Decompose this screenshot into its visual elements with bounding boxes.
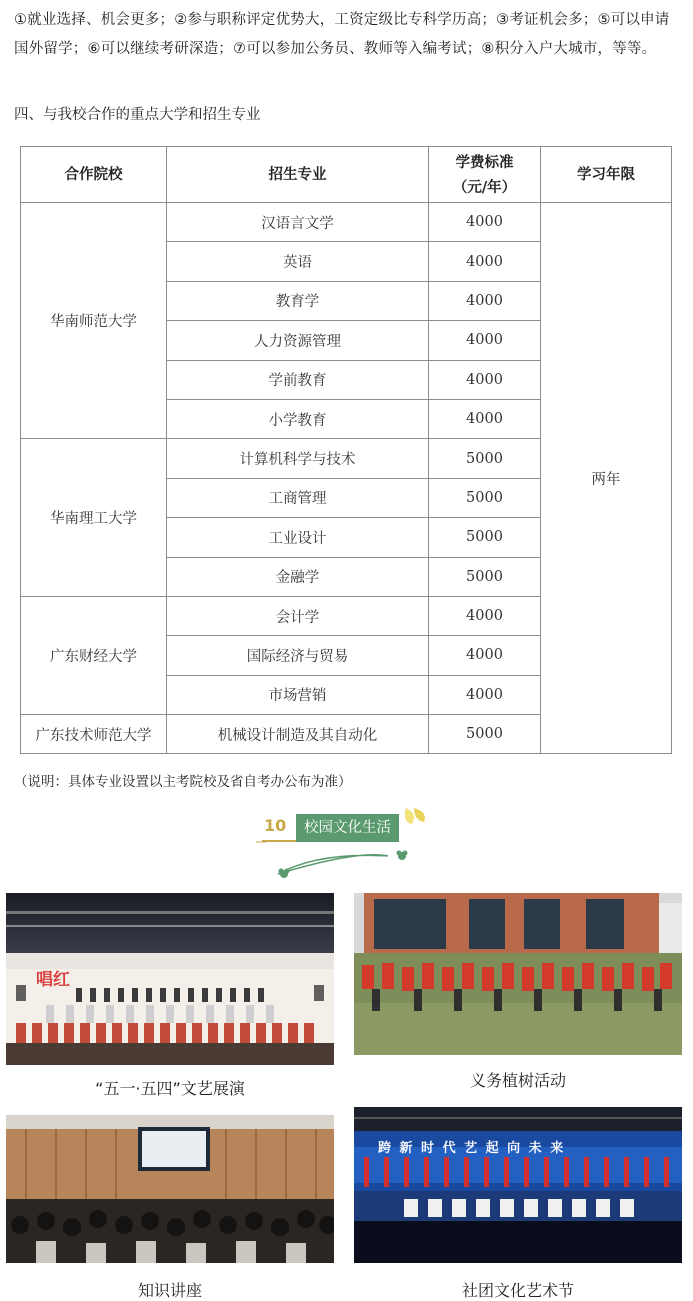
photo-lecture [6, 1115, 334, 1263]
stage-banner-text: 唱红 [36, 970, 70, 990]
badge-title: 校园文化生活 [296, 814, 399, 842]
table-header-row [21, 147, 672, 203]
caption-arts-festival: 社团文化艺术节 [461, 1281, 574, 1300]
caption-tree-planting: 义务植树活动 [469, 1071, 566, 1090]
fee-cell: 5000 [429, 439, 541, 478]
major-cell: 小学教育 [167, 399, 429, 438]
major-cell: 计算机科学与技术 [167, 439, 429, 478]
years-cell: 两年 [541, 203, 672, 754]
school-cell: 华南理工大学 [21, 439, 167, 597]
major-cell: 金融学 [167, 557, 429, 596]
fee-cell: 4000 [429, 321, 541, 360]
major-cell: 人力资源管理 [167, 321, 429, 360]
fee-cell: 4000 [429, 281, 541, 320]
major-cell: 教育学 [167, 281, 429, 320]
intro-paragraph: ①就业选择、机会更多；②参与职称评定优势大，工资定级比专科学历高；③考证机会多；⑤可以申请国外留学；⑥可以继续考研深造；⑦可以参加公务员、教师等入编考试；⑧积分入户大城市，等等。 [14, 12, 670, 57]
section-heading: 四、与我校合作的重点大学和招生专业 [14, 107, 261, 123]
tree-planting-image [354, 893, 682, 1055]
badge-number: 10 [264, 816, 287, 835]
fee-cell: 4000 [429, 399, 541, 438]
fee-cell: 5000 [429, 557, 541, 596]
school-cell: 广东技术师范大学 [21, 715, 167, 754]
header-years: 学习年限 [541, 147, 672, 203]
header-fee [429, 147, 541, 203]
major-cell: 会计学 [167, 596, 429, 635]
fee-cell: 4000 [429, 242, 541, 281]
header-fee-line2: （元/年） [452, 178, 517, 196]
photo-performance [6, 893, 334, 1065]
major-cell: 学前教育 [167, 360, 429, 399]
major-cell: 汉语言文学 [167, 203, 429, 242]
header-school: 合作院校 [21, 147, 167, 203]
fee-cell: 4000 [429, 203, 541, 242]
arts-festival-image [354, 1107, 682, 1263]
festival-banner-text: 跨 新 时 代 艺 起 向 未 来 [378, 1141, 566, 1156]
caption-performance: “五一·五四”文艺展演 [95, 1079, 245, 1098]
major-cell: 市场营销 [167, 675, 429, 714]
major-cell: 国际经济与贸易 [167, 636, 429, 675]
section-badge [256, 806, 426, 886]
header-major: 招生专业 [167, 147, 429, 203]
major-cell: 工商管理 [167, 478, 429, 517]
school-cell: 华南师范大学 [21, 203, 167, 439]
photo-tree-planting [354, 893, 682, 1055]
fee-cell: 5000 [429, 518, 541, 557]
partner-schools-table [20, 146, 672, 754]
fee-cell: 5000 [429, 478, 541, 517]
fee-cell: 4000 [429, 675, 541, 714]
school-cell: 广东财经大学 [21, 596, 167, 714]
fee-cell: 5000 [429, 715, 541, 754]
fee-cell: 4000 [429, 360, 541, 399]
table-row [21, 203, 672, 242]
table-note: （说明：具体专业设置以主考院校及省自考办公布为准） [14, 774, 352, 790]
fee-cell: 4000 [429, 596, 541, 635]
lecture-image [6, 1115, 334, 1263]
major-cell: 英语 [167, 242, 429, 281]
major-cell: 工业设计 [167, 518, 429, 557]
photo-arts-festival [354, 1107, 682, 1263]
fee-cell: 4000 [429, 636, 541, 675]
header-fee-line1: 学费标准 [455, 153, 514, 171]
major-cell: 机械设计制造及其自动化 [167, 715, 429, 754]
caption-lecture: 知识讲座 [137, 1281, 202, 1300]
